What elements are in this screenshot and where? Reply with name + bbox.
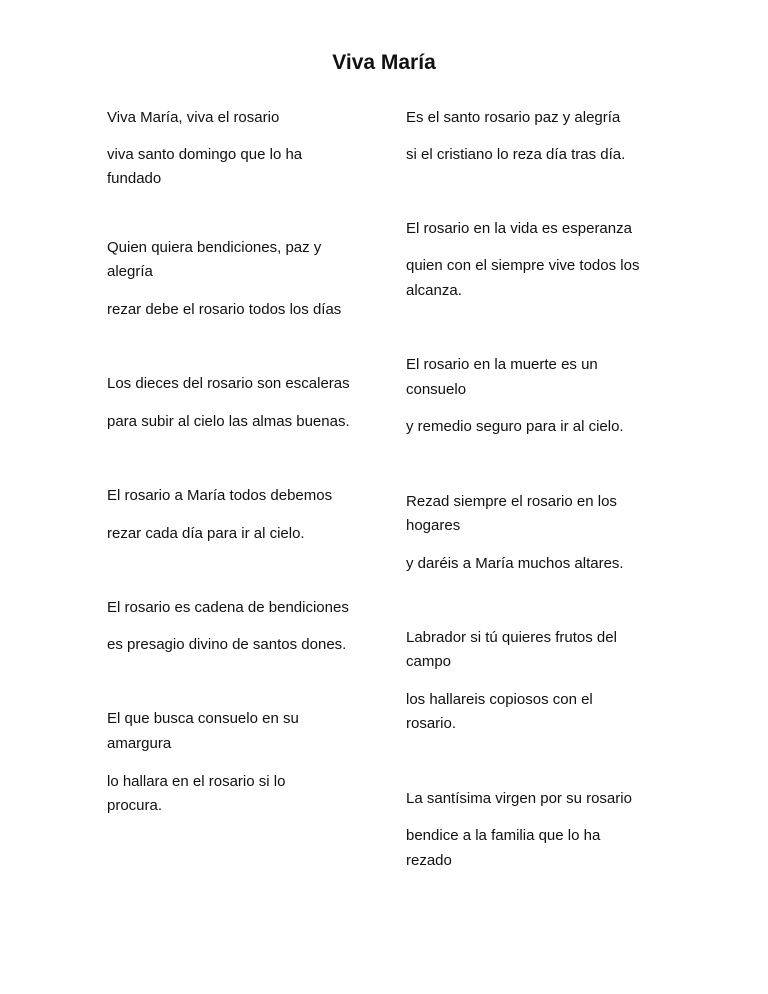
verse-line: El rosario en la vida es esperanza: [406, 220, 632, 237]
verse-line: consuelo: [406, 381, 467, 398]
verse-line: Es el santo rosario paz y alegría: [406, 109, 621, 126]
verse-line: quien con el siempre vive todos los: [406, 257, 640, 274]
verse-line: viva santo domingo que lo ha: [107, 146, 303, 163]
verse-line: El rosario a María todos debemos: [107, 487, 333, 504]
verse-line: La santísima virgen por su rosario: [406, 790, 632, 807]
verse-line: y daréis a María muchos altares.: [406, 555, 624, 572]
verse-line: es presagio divino de santos dones.: [107, 636, 347, 653]
verse-line: los hallareis copiosos con el: [406, 691, 593, 708]
verse-line: para subir al cielo las almas buenas.: [107, 413, 350, 430]
verse-line: procura.: [107, 797, 163, 814]
verse-line: amargura: [107, 735, 172, 752]
verse-line: alegría: [107, 263, 153, 280]
verse-line: rezar cada día para ir al cielo.: [107, 525, 305, 542]
document-title: Viva María: [332, 51, 436, 74]
verse-line: Viva María, viva el rosario: [107, 109, 280, 126]
verse-line: bendice a la familia que lo ha: [406, 827, 601, 844]
verse-line: hogares: [406, 517, 461, 534]
verse-line: rosario.: [406, 715, 457, 732]
verse-line: Labrador si tú quieres frutos del: [406, 629, 617, 646]
verse-line: y remedio seguro para ir al cielo.: [406, 418, 624, 435]
verse-line: fundado: [107, 170, 162, 187]
verse-line: El rosario en la muerte es un: [406, 356, 598, 373]
verse-line: rezar debe el rosario todos los días: [107, 301, 342, 318]
verse-line: El que busca consuelo en su: [107, 710, 299, 727]
verse-line: rezado: [406, 852, 452, 869]
verse-line: El rosario es cadena de bendiciones: [107, 599, 349, 616]
verse-line: Quien quiera bendiciones, paz y: [107, 239, 322, 256]
verse-line: lo hallara en el rosario si lo: [107, 773, 286, 790]
verse-line: campo: [406, 653, 452, 670]
verse-line: si el cristiano lo reza día tras día.: [406, 146, 626, 163]
verse-line: Rezad siempre el rosario en los: [406, 493, 617, 510]
verse-line: alcanza.: [406, 282, 462, 299]
verse-line: Los dieces del rosario son escaleras: [107, 375, 350, 392]
